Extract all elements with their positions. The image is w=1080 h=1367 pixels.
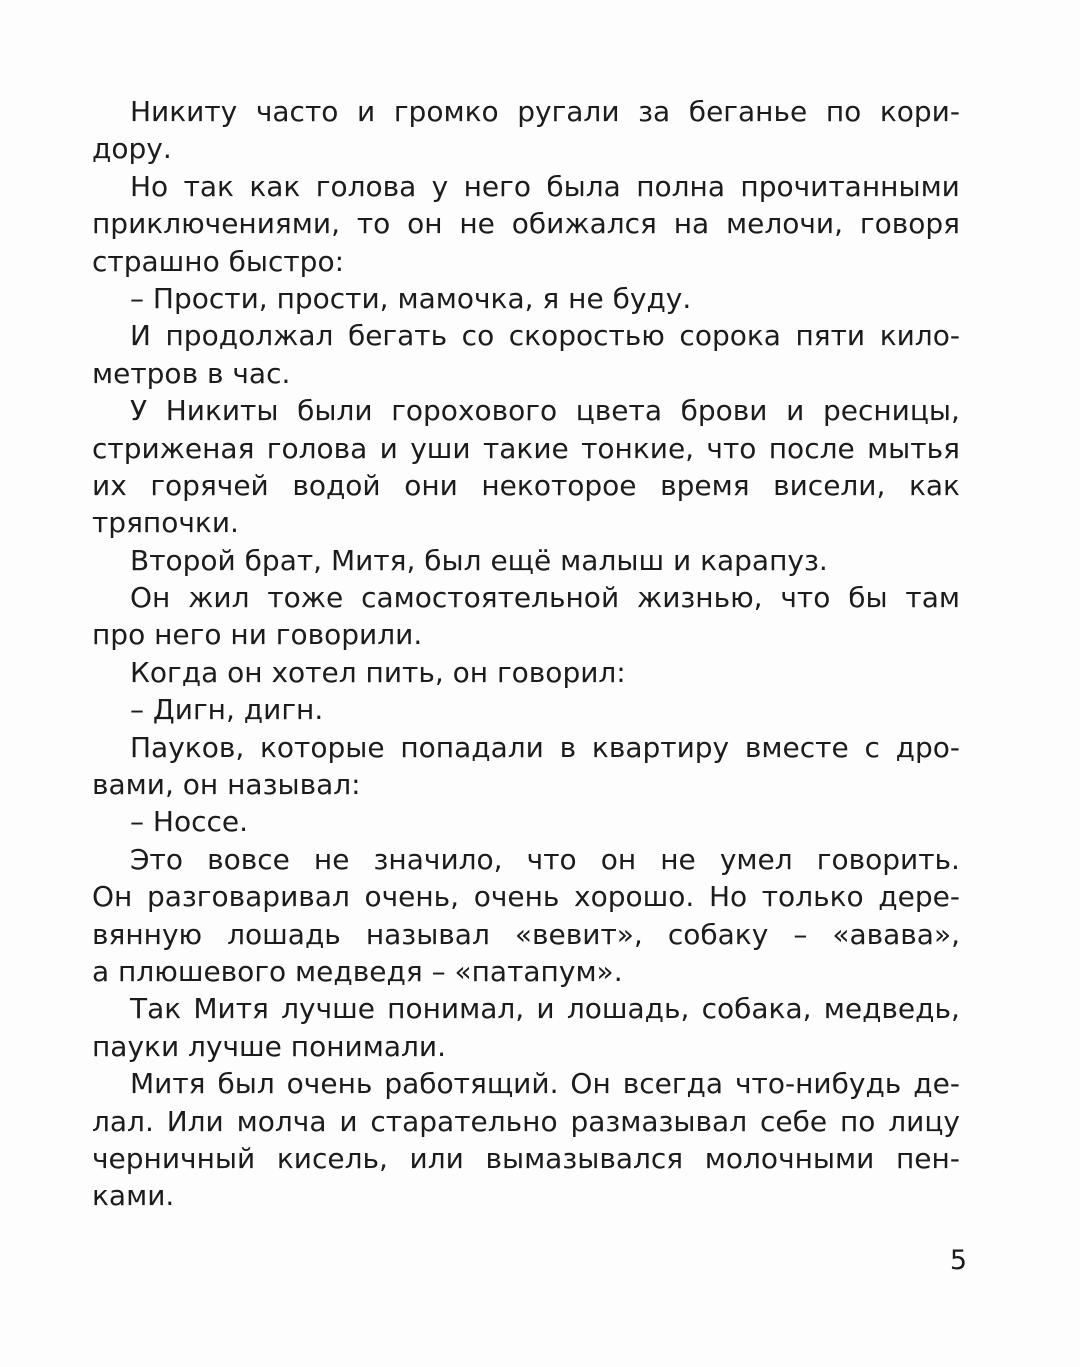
word: мелочи, xyxy=(726,207,844,241)
word: не xyxy=(459,207,495,241)
word: висели, xyxy=(773,468,886,502)
text-line: страшно быстро: xyxy=(92,244,345,278)
word: самостоятельной xyxy=(361,581,620,615)
word: умел xyxy=(719,842,793,876)
word: лицу xyxy=(888,1104,960,1138)
text-line: Когда он хотел пить, он говорил: xyxy=(130,655,626,689)
word: Это xyxy=(130,842,183,876)
word: пен- xyxy=(895,1141,960,1175)
word: Никиты xyxy=(165,394,279,428)
word: и xyxy=(786,394,805,428)
word: жил xyxy=(188,581,250,615)
word: продолжал xyxy=(165,319,334,353)
word: в xyxy=(559,730,577,764)
word: за xyxy=(638,95,671,128)
text-line: дору. xyxy=(92,132,172,166)
word: не xyxy=(313,842,350,876)
word: вымазывался xyxy=(485,1141,684,1175)
word: вовсе xyxy=(207,842,290,876)
word: называл xyxy=(365,917,490,951)
word: сорока xyxy=(679,319,781,353)
text-line: а плюшевого медведя – «патапум». xyxy=(92,954,623,988)
word: там xyxy=(905,581,960,615)
word: вянную xyxy=(92,917,203,951)
text-line xyxy=(92,1140,960,1177)
text-line xyxy=(92,990,960,1027)
word: ресницы, xyxy=(822,394,960,428)
word: обижался xyxy=(511,207,657,241)
word: Так xyxy=(130,992,182,1026)
word: «авава», xyxy=(832,917,960,951)
word: они xyxy=(404,468,458,502)
text-line xyxy=(92,93,960,130)
word: говоря xyxy=(859,207,960,241)
word: с xyxy=(864,730,880,764)
word: очень xyxy=(473,880,560,914)
word: только xyxy=(761,880,864,914)
word: собаку xyxy=(667,917,769,951)
word: приключениями, xyxy=(92,207,340,241)
word: У xyxy=(130,394,148,428)
text-line: Второй брат, Митя, был ещё малыш и карапуз. xyxy=(130,543,828,577)
word: медведь, xyxy=(823,992,960,1026)
word: лошадь xyxy=(227,917,341,951)
word: кило- xyxy=(879,319,960,353)
text-line: ками. xyxy=(92,1179,175,1213)
word: очень xyxy=(286,1067,373,1101)
word: Он xyxy=(92,880,133,914)
word: на xyxy=(673,207,710,241)
word: Он xyxy=(130,581,171,615)
text-line: – Дигн, дигн. xyxy=(130,693,324,727)
word: прочитанными xyxy=(740,169,960,203)
word: время xyxy=(660,468,750,502)
word: молча xyxy=(236,1104,327,1138)
word: водой xyxy=(292,468,381,502)
word: как xyxy=(249,169,301,203)
word: то xyxy=(356,207,391,241)
word: что-нибудь xyxy=(735,1067,902,1101)
word: жизнью, xyxy=(636,581,763,615)
word: стриженая xyxy=(92,431,255,465)
word: лал. xyxy=(92,1104,154,1138)
word: цвета xyxy=(575,394,662,428)
word: Или xyxy=(166,1104,224,1138)
word: Но xyxy=(708,880,748,914)
word: которые xyxy=(260,730,385,764)
word: И xyxy=(130,319,151,353)
word: голова xyxy=(315,169,417,203)
word: собака, xyxy=(701,992,812,1026)
text-line xyxy=(92,205,960,242)
word: что xyxy=(526,842,577,876)
text-line: тряпочки. xyxy=(92,506,239,540)
word: он xyxy=(407,207,443,241)
body-text xyxy=(92,93,960,1215)
word: часто xyxy=(255,95,339,128)
word: что xyxy=(706,431,757,465)
word: Митя xyxy=(193,992,269,1026)
word: скоростью xyxy=(508,319,665,353)
text-line xyxy=(92,729,960,766)
word: попадали xyxy=(400,730,544,764)
text-line xyxy=(92,392,960,429)
word: он xyxy=(600,842,637,876)
word: Митя xyxy=(130,1067,206,1101)
text-line: – Прости, прости, мамочка, я не буду. xyxy=(130,281,692,315)
word: был xyxy=(217,1067,275,1101)
word: Никиту xyxy=(130,95,238,128)
word: дере- xyxy=(878,880,960,914)
word: черничный xyxy=(92,1141,256,1175)
word: бегать xyxy=(347,319,448,353)
word: разговаривал xyxy=(146,880,350,914)
word: по xyxy=(839,1104,876,1138)
word: бы xyxy=(848,581,888,615)
word: Пауков, xyxy=(130,730,245,764)
word: после xyxy=(768,431,855,465)
text-line xyxy=(92,841,960,878)
word: некоторое xyxy=(481,468,637,502)
word: вместе xyxy=(744,730,849,764)
word: или xyxy=(409,1141,464,1175)
word: лучше xyxy=(281,992,375,1026)
text-line xyxy=(92,1065,960,1102)
word: уши xyxy=(410,431,471,465)
word: понимал, xyxy=(387,992,525,1026)
text-line: метров в час. xyxy=(92,356,291,390)
word: были xyxy=(297,394,373,428)
word: громко xyxy=(393,95,499,128)
text-line: вами, он называл: xyxy=(92,768,361,802)
word: горохового xyxy=(391,394,558,428)
word: молочными xyxy=(704,1141,875,1175)
word: де- xyxy=(913,1067,960,1101)
word: их xyxy=(92,468,127,502)
text-line xyxy=(92,317,960,354)
word: мытья xyxy=(867,431,960,465)
word: тонкие, xyxy=(581,431,695,465)
word: и xyxy=(339,1104,358,1138)
word: горячей xyxy=(150,468,269,502)
word: всегда xyxy=(622,1067,724,1101)
word: Он xyxy=(570,1067,611,1101)
word: беганье xyxy=(688,95,808,128)
word: у xyxy=(431,169,449,203)
word: тоже xyxy=(267,581,344,615)
word: брови xyxy=(680,394,768,428)
word: так xyxy=(183,169,234,203)
word: как xyxy=(908,468,960,502)
word: «вевит», xyxy=(514,917,643,951)
word: старательно xyxy=(370,1104,558,1138)
text-line: – Носсе. xyxy=(130,805,249,839)
text-line: пауки лучше понимали. xyxy=(92,1029,447,1063)
word: лошадь, xyxy=(566,992,690,1026)
text-line xyxy=(92,1103,960,1140)
word: дро- xyxy=(895,730,960,764)
word: – xyxy=(793,917,808,951)
word: очень, xyxy=(364,880,460,914)
word: что xyxy=(780,581,831,615)
text-line xyxy=(92,467,960,504)
text-line xyxy=(92,168,960,205)
word: говорить. xyxy=(816,842,960,876)
text-line xyxy=(92,579,960,616)
word: была xyxy=(546,169,621,203)
word: кори- xyxy=(879,95,960,128)
word: значило, xyxy=(373,842,503,876)
word: и xyxy=(379,431,398,465)
page-number: 5 xyxy=(949,1245,967,1276)
word: него xyxy=(463,169,531,203)
word: и xyxy=(536,992,555,1026)
text-line xyxy=(92,878,960,915)
word: квартиру xyxy=(591,730,730,764)
word: полна xyxy=(636,169,726,203)
word: голова xyxy=(266,431,368,465)
word: и xyxy=(357,95,376,128)
text-line xyxy=(92,916,960,953)
text-line: про него ни говорили. xyxy=(92,618,423,652)
word: кисель, xyxy=(276,1141,388,1175)
word: размазывал xyxy=(570,1104,748,1138)
word: ругали xyxy=(517,95,620,128)
word: Но xyxy=(130,169,169,203)
word: такие xyxy=(482,431,569,465)
word: себе xyxy=(759,1104,828,1138)
text-line xyxy=(92,430,960,467)
word: работящий. xyxy=(384,1067,559,1101)
word: не xyxy=(660,842,696,876)
word: со xyxy=(461,319,495,353)
word: по xyxy=(825,95,862,128)
word: пяти xyxy=(795,319,866,353)
word: хорошо. xyxy=(574,880,695,914)
